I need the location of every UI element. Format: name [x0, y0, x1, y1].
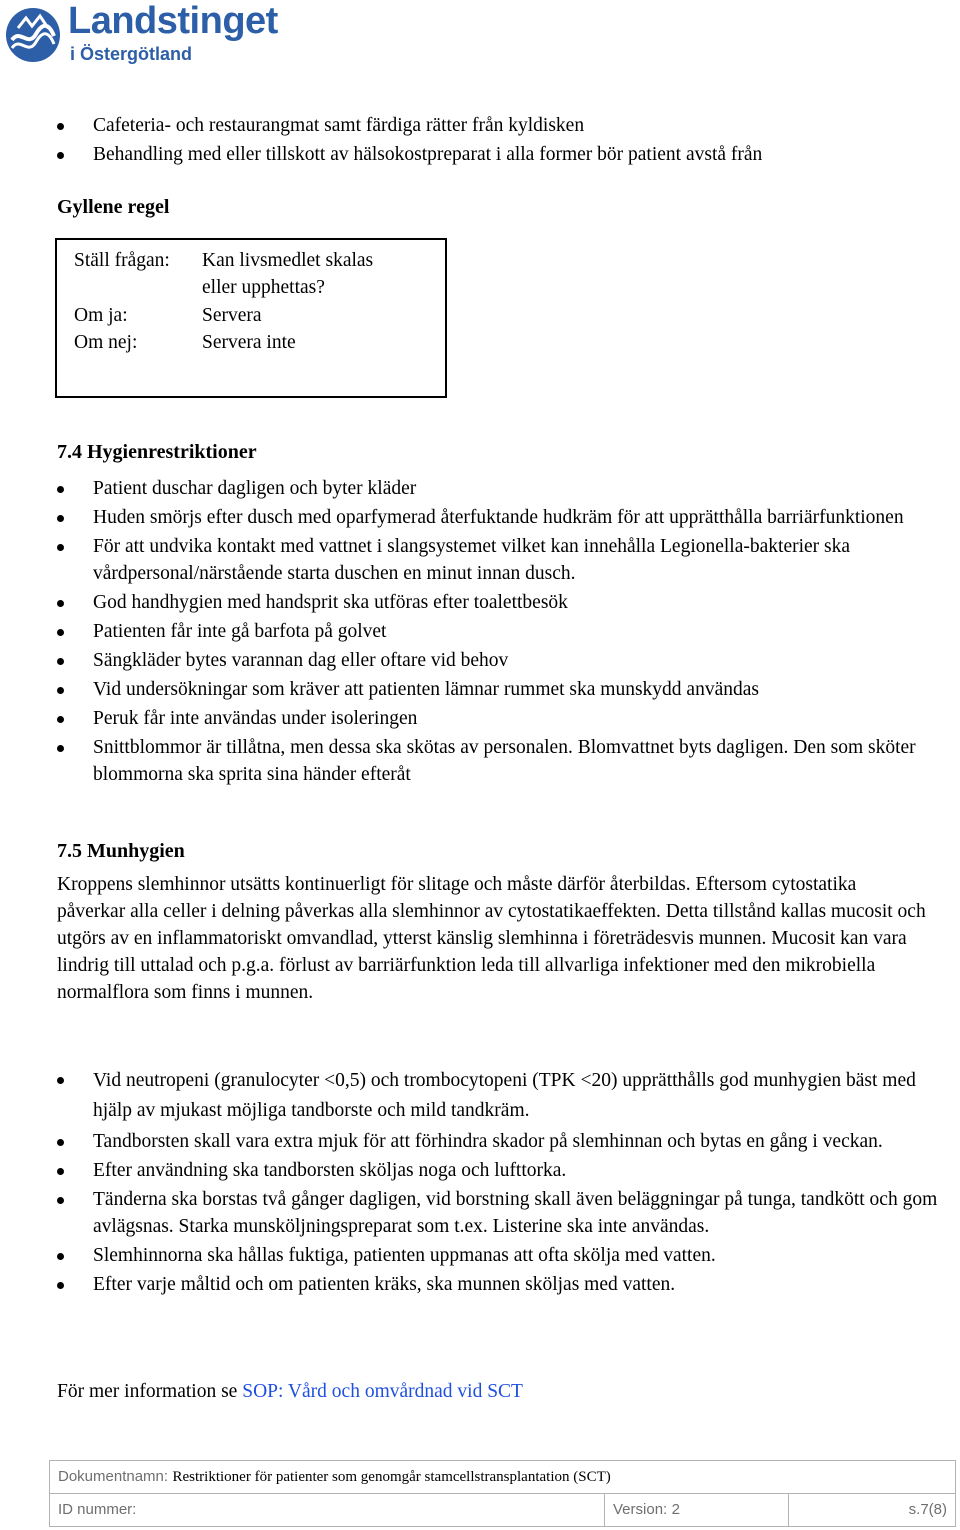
no-label: Om nej: [74, 332, 138, 353]
ask-value-line2: eller upphettas? [202, 277, 325, 298]
ask-value-line1: Kan livsmedlet skalas [202, 250, 374, 271]
list-item: Efter varje måltid och om patienten kräks, ska munnen sköljas med vatten. [57, 1271, 957, 1298]
list-item: För att undvika kontakt med vattnet i slangsystemet vilket kan innehålla Legionella-bakterier ska vårdpersonal/närstående starta duschen en minut innan dusch. [57, 533, 957, 587]
golden-rule-title: Gyllene regel [57, 196, 170, 218]
version-label: Version: [613, 1501, 668, 1518]
yes-value: Servera [202, 305, 262, 326]
mucositis-paragraph: Kroppens slemhinnor utsätts kontinuerligt för slitage och måste därför återbildas. Eftersom cytostatika påverkar alla celler i delning påverkas alla slemhinnor av cytostatikaeffekten. Detta tillstånd kallas mucosit och utgörs av en inflammatoriskt omvandlad, ytterst känslig slemhinna i företrädesvis munnen. Mucosit kan vara lindrig till uttalad och p.g.a. förlust av barriärfunktion leda till allvarliga infektioner med den mikrobiella normalflora som finns i munnen. [57, 874, 926, 1003]
list-item: Efter användning ska tandborsten sköljas noga och lufttorka. [57, 1157, 957, 1184]
intro-bullet-list [57, 112, 957, 168]
doc-name-label: Dokumentnamn: [58, 1468, 169, 1485]
list-item: Behandling med eller tillskott av hälsokostpreparat i alla former bör patient avstå från [57, 141, 957, 168]
list-item: Sängkläder bytes varannan dag eller oftare vid behov [57, 647, 957, 674]
list-item: Peruk får inte användas under isoleringen [57, 705, 957, 732]
list-item: Snittblommor är tillåtna, men dessa ska skötas av personalen. Blomvattnet byts dagligen. Den som sköter blommorna ska sprita sina händer efteråt [57, 734, 957, 788]
footer-divider [788, 1494, 789, 1526]
version-value: 2 [671, 1501, 680, 1518]
list-item: Patienten får inte gå barfota på golvet [57, 618, 957, 645]
doc-name-value: Restriktioner för patienter som genomgår stamcellstransplantation (SCT) [172, 1469, 611, 1485]
list-item: Slemhinnorna ska hållas fuktiga, patienten uppmanas att ofta skölja med vatten. [57, 1242, 957, 1269]
list-item: Vid undersökningar som kräver att patienten lämnar rummet ska munskydd användas [57, 676, 957, 703]
no-value: Servera inte [202, 332, 296, 353]
document-footer [49, 1460, 956, 1527]
sop-link[interactable]: SOP: Vård och omvårdnad vid SCT [242, 1381, 523, 1402]
list-item: Tänderna ska borstas två gånger dagligen, vid borstning skall även beläggningar på tunga, tandkött och gom avlägsnas. Starka munsköljningspreparat som t.ex. Listerine ska inte användas. [57, 1186, 957, 1240]
id-label: ID nummer: [58, 1501, 137, 1518]
list-item: Vid neutropeni (granulocyter <0,5) och trombocytopeni (TPK <20) upprätthålls god munhygien bäst med hjälp av mjukast möjliga tandborste och mild tandkräm. [57, 1066, 957, 1126]
landstinget-emblem-icon [4, 6, 62, 64]
section-75-heading: 7.5 Munhygien [57, 840, 185, 862]
yes-label: Om ja: [74, 305, 128, 326]
org-name: Landstinget [68, 0, 278, 42]
page-value: 7(8) [920, 1501, 947, 1518]
footer-divider [604, 1494, 605, 1526]
section-74-heading: 7.4 Hygienrestriktioner [57, 441, 257, 463]
more-info-line [57, 1378, 523, 1405]
footer-doc-name-row [50, 1461, 955, 1494]
page-label: s. [908, 1501, 921, 1518]
oral-care-bullet-list [57, 1066, 957, 1300]
list-item: Cafeteria- och restaurangmat samt färdiga rätter från kyldisken [57, 112, 957, 139]
list-item: God handhygien med handsprit ska utföras efter toalettbesök [57, 589, 957, 616]
more-info-prefix: För mer information se [57, 1381, 243, 1402]
list-item: Tandborsten skall vara extra mjuk för att förhindra skador på slemhinnan och bytas en gång i veckan. [57, 1128, 957, 1155]
org-region: i Östergötland [70, 44, 193, 64]
list-item: Huden smörjs efter dusch med oparfymerad återfuktande hudkräm för att upprätthålla barriärfunktionen [57, 504, 957, 531]
org-logo [4, 2, 294, 70]
list-item: Patient duschar dagligen och byter kläder [57, 475, 957, 502]
footer-meta-row [50, 1494, 955, 1526]
golden-rule-box [55, 238, 447, 398]
hygiene-bullet-list [57, 475, 957, 788]
ask-label: Ställ frågan: [74, 250, 170, 271]
